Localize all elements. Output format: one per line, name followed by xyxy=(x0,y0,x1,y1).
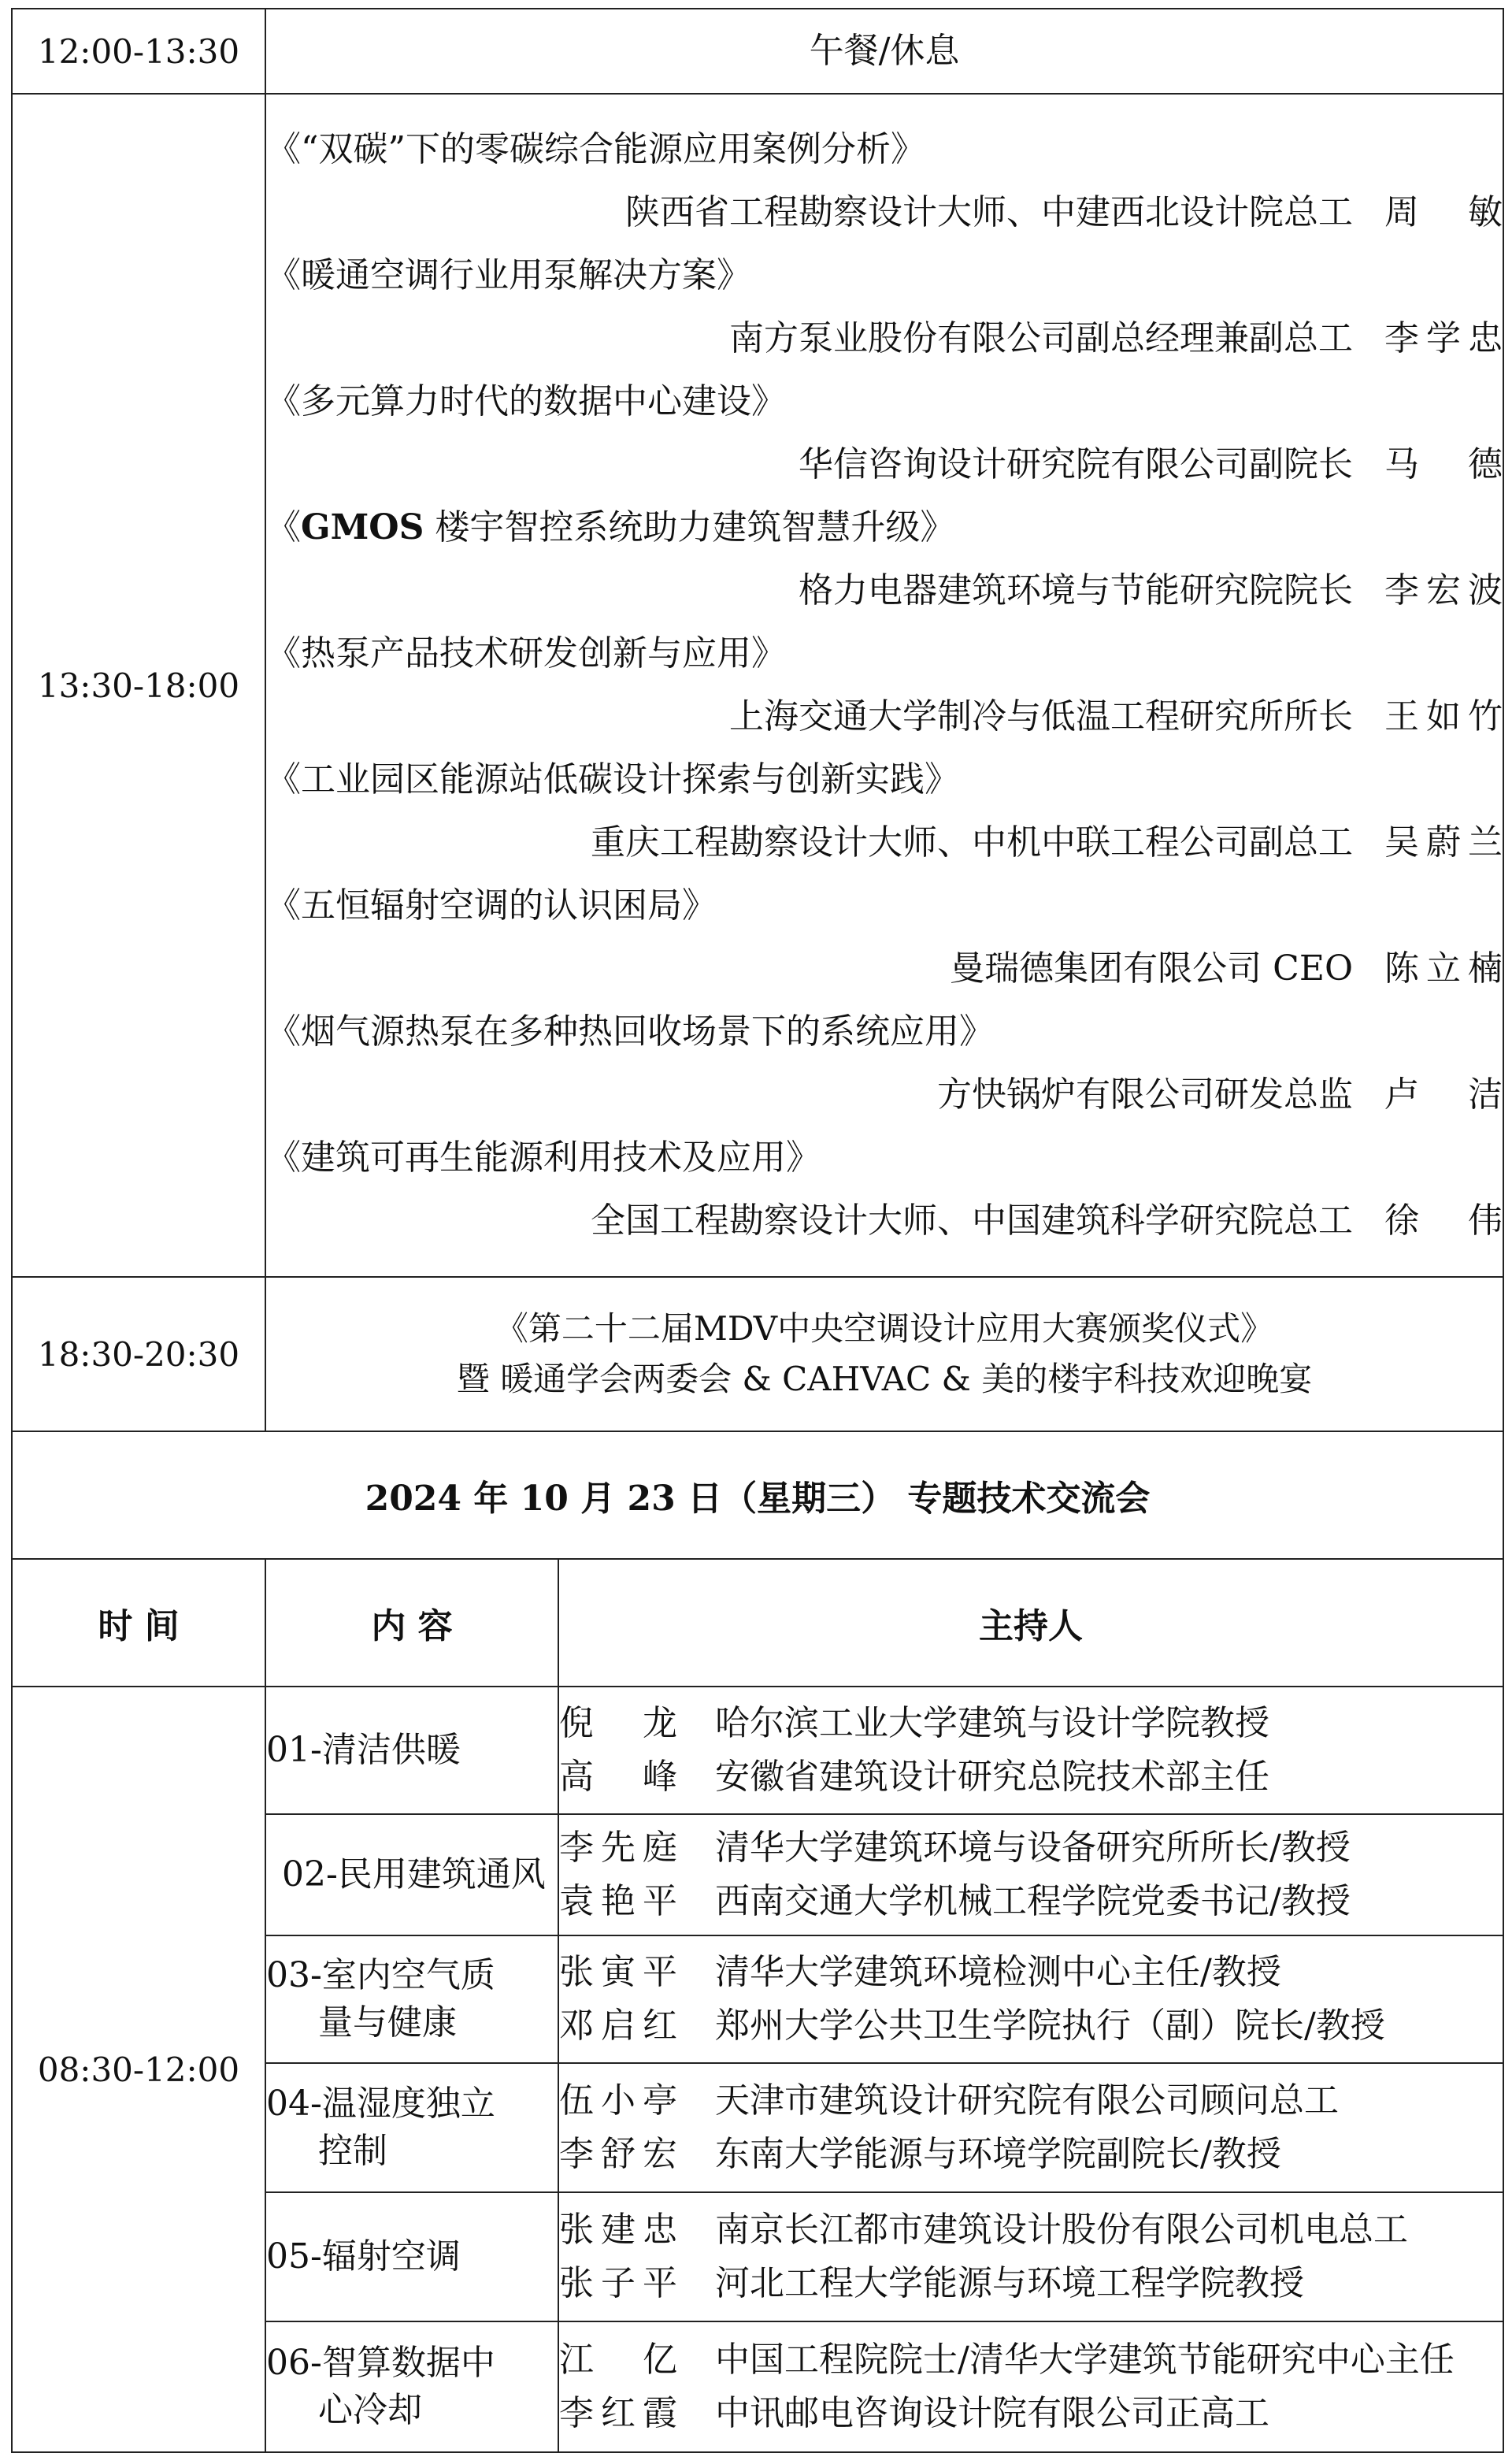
session-topic xyxy=(265,1814,558,1935)
time-morning: 08:30-12:00 xyxy=(12,1687,265,2452)
talk-speaker-line xyxy=(266,1189,1503,1252)
row-evening xyxy=(12,1277,1503,1431)
time-evening: 18:30-20:30 xyxy=(12,1277,265,1431)
speaker-affiliation: 全国工程勘察设计大师、中国建筑科学研究院总工 xyxy=(591,1201,1354,1241)
host-line xyxy=(559,2128,1503,2181)
talk-item xyxy=(266,1126,1503,1252)
host-name: 倪龙 xyxy=(559,1703,677,1743)
talk-item xyxy=(266,244,1503,370)
host-name: 高峰 xyxy=(559,1757,677,1797)
host-org: 中讯邮电咨询设计院有限公司正高工 xyxy=(715,2393,1269,2433)
host-org: 南京长江都市建筑设计股份有限公司机电总工 xyxy=(715,2210,1408,2250)
talk-item xyxy=(266,874,1503,1000)
session-hosts xyxy=(558,2063,1503,2192)
content-evening xyxy=(265,1277,1503,1431)
evening-line-1: 《第二十二届MDV中央空调设计应用大赛颁奖仪式》 xyxy=(495,1309,1274,1348)
host-org: 河北工程大学能源与环境工程学院教授 xyxy=(715,2263,1304,2303)
host-name: 伍小亭 xyxy=(559,2080,677,2121)
evening-line-2: 暨 暖通学会两委会 & CAHVAC & 美的楼宇科技欢迎晚宴 xyxy=(456,1360,1313,1398)
session-topic xyxy=(265,2063,558,2192)
topic-line-1: 01-清洁供暖 xyxy=(266,1730,461,1770)
session-topic xyxy=(265,2192,558,2321)
host-line xyxy=(559,1697,1503,1750)
session-hosts xyxy=(558,1935,1503,2063)
topic-line-2: 量与健康 xyxy=(318,2002,457,2043)
topic-line-2: 控制 xyxy=(318,2131,387,2171)
host-org: 安徽省建筑设计研究总院技术部主任 xyxy=(715,1757,1269,1797)
host-line xyxy=(559,2074,1503,2128)
host-org: 清华大学建筑环境与设备研究所所长/教授 xyxy=(715,1828,1351,1868)
host-line xyxy=(559,1750,1503,1804)
host-line xyxy=(559,1946,1503,1999)
content-lunch: 午餐/休息 xyxy=(265,9,1503,94)
speaker-name: 周敏 xyxy=(1384,192,1503,232)
speaker-name: 卢洁 xyxy=(1384,1074,1503,1115)
speaker-name: 吴蔚兰 xyxy=(1384,822,1503,863)
topic-line-2: 心冷却 xyxy=(318,2390,422,2430)
session-hosts xyxy=(558,1814,1503,1935)
speaker-affiliation: 陕西省工程勘察设计大师、中建西北设计院总工 xyxy=(625,192,1354,232)
topic-line-1: 03-室内空气质 xyxy=(266,1955,495,1995)
talk-speaker-line xyxy=(266,559,1503,622)
time-afternoon: 13:30-18:00 xyxy=(12,94,265,1277)
host-org: 天津市建筑设计研究院有限公司顾问总工 xyxy=(715,2080,1339,2121)
topic-line-1: 02-民用建筑通风 xyxy=(282,1854,546,1894)
session-hosts xyxy=(558,1687,1503,1814)
session-hosts xyxy=(558,2321,1503,2452)
talk-title: 《工业园区能源站低碳设计探索与创新实践》 xyxy=(266,759,959,800)
session-topic xyxy=(265,1687,558,1814)
talk-item xyxy=(266,748,1503,874)
host-name: 邓启红 xyxy=(559,2006,677,2046)
talk-title: 《热泵产品技术研发创新与应用》 xyxy=(266,633,786,674)
host-org: 西南交通大学机械工程学院党委书记/教授 xyxy=(715,1881,1351,1921)
speaker-affiliation: 曼瑞德集团有限公司 CEO xyxy=(950,948,1354,989)
talk-title xyxy=(266,496,1503,559)
topic-line-1: 04-温湿度独立 xyxy=(266,2084,495,2124)
talk-title: 《烟气源热泵在多种热回收场景下的系统应用》 xyxy=(266,1011,994,1052)
host-org: 哈尔滨工业大学建筑与设计学院教授 xyxy=(715,1703,1269,1743)
speaker-affiliation: 上海交通大学制冷与低温工程研究所所长 xyxy=(729,696,1354,737)
talk-title-open: 《 xyxy=(266,507,301,547)
host-org: 东南大学能源与环境学院副院长/教授 xyxy=(715,2134,1281,2174)
host-line xyxy=(559,2387,1503,2440)
topic-line-1: 05-辐射空调 xyxy=(266,2236,461,2277)
host-line xyxy=(559,2203,1503,2257)
session-topic xyxy=(265,2321,558,2452)
talk-speaker-line xyxy=(266,811,1503,874)
speaker-name: 陈立楠 xyxy=(1384,948,1503,989)
host-org: 郑州大学公共卫生学院执行（副）院长/教授 xyxy=(715,2006,1385,2046)
talk-item xyxy=(266,622,1503,748)
topic-line-1: 06-智算数据中 xyxy=(266,2343,495,2383)
header-content: 内 容 xyxy=(265,1559,558,1687)
host-name: 李先庭 xyxy=(559,1828,677,1868)
talk-speaker-line xyxy=(266,181,1503,244)
row-lunch xyxy=(12,9,1503,94)
host-name: 张子平 xyxy=(559,2263,677,2303)
host-name: 李舒宏 xyxy=(559,2134,677,2174)
speaker-affiliation: 方快锅炉有限公司研发总监 xyxy=(937,1074,1354,1115)
talk-item xyxy=(266,496,1503,622)
speaker-name: 李宏波 xyxy=(1384,570,1503,610)
time-lunch: 12:00-13:30 xyxy=(12,9,265,94)
schedule-page xyxy=(11,8,1503,2448)
host-name: 江亿 xyxy=(559,2340,677,2380)
session-topic xyxy=(265,1935,558,2063)
talk-title: 《建筑可再生能源利用技术及应用》 xyxy=(266,1137,821,1178)
host-name: 袁艳平 xyxy=(559,1881,677,1921)
host-org: 清华大学建筑环境检测中心主任/教授 xyxy=(715,1952,1281,1992)
speaker-affiliation: 华信咨询设计研究院有限公司副院长 xyxy=(799,444,1354,484)
talk-title-rest: 楼宇智控系统助力建筑智慧升级》 xyxy=(424,507,955,547)
host-line xyxy=(559,2333,1503,2387)
talk-speaker-line xyxy=(266,685,1503,748)
talk-speaker-line xyxy=(266,1063,1503,1126)
host-org: 中国工程院院士/清华大学建筑节能研究中心主任 xyxy=(715,2340,1455,2380)
speaker-name: 马德 xyxy=(1384,444,1503,484)
talk-item xyxy=(266,1000,1503,1126)
talk-item xyxy=(266,370,1503,496)
speaker-name: 徐伟 xyxy=(1384,1201,1503,1241)
speaker-affiliation: 格力电器建筑环境与节能研究院院长 xyxy=(799,570,1354,610)
talk-speaker-line xyxy=(266,937,1503,1000)
talk-speaker-line xyxy=(266,433,1503,496)
speaker-name: 李学忠 xyxy=(1384,318,1503,358)
host-name: 李红霞 xyxy=(559,2393,677,2433)
schedule-table xyxy=(11,8,1504,2453)
speaker-name: 王如竹 xyxy=(1384,696,1503,737)
host-name: 张建忠 xyxy=(559,2210,677,2250)
session-hosts xyxy=(558,2192,1503,2321)
header-time: 时 间 xyxy=(12,1559,265,1687)
session-row xyxy=(12,1687,1503,1814)
host-line xyxy=(559,1875,1503,1928)
header-host: 主持人 xyxy=(558,1559,1503,1687)
talk-title: 《多元算力时代的数据中心建设》 xyxy=(266,381,786,421)
talk-speaker-line xyxy=(266,307,1503,370)
row-afternoon xyxy=(12,94,1503,1277)
host-line xyxy=(559,1821,1503,1875)
talk-title-brand: GMOS xyxy=(301,507,424,547)
row-date-heading xyxy=(12,1431,1503,1559)
host-line xyxy=(559,1999,1503,2053)
talk-title: 《五恒辐射空调的认识困局》 xyxy=(266,885,717,926)
talk-title: 《“双碳”下的零碳综合能源应用案例分析》 xyxy=(266,129,925,169)
talk-list xyxy=(265,94,1503,1277)
host-line xyxy=(559,2257,1503,2310)
row-column-headers xyxy=(12,1559,1503,1687)
host-name: 张寅平 xyxy=(559,1952,677,1992)
date-heading: 2024 年 10 月 23 日（星期三） 专题技术交流会 xyxy=(12,1431,1503,1559)
speaker-affiliation: 南方泵业股份有限公司副总经理兼副总工 xyxy=(729,318,1354,358)
talk-title: 《暖通空调行业用泵解决方案》 xyxy=(266,255,751,295)
talk-item xyxy=(266,118,1503,244)
speaker-affiliation: 重庆工程勘察设计大师、中机中联工程公司副总工 xyxy=(591,822,1354,863)
